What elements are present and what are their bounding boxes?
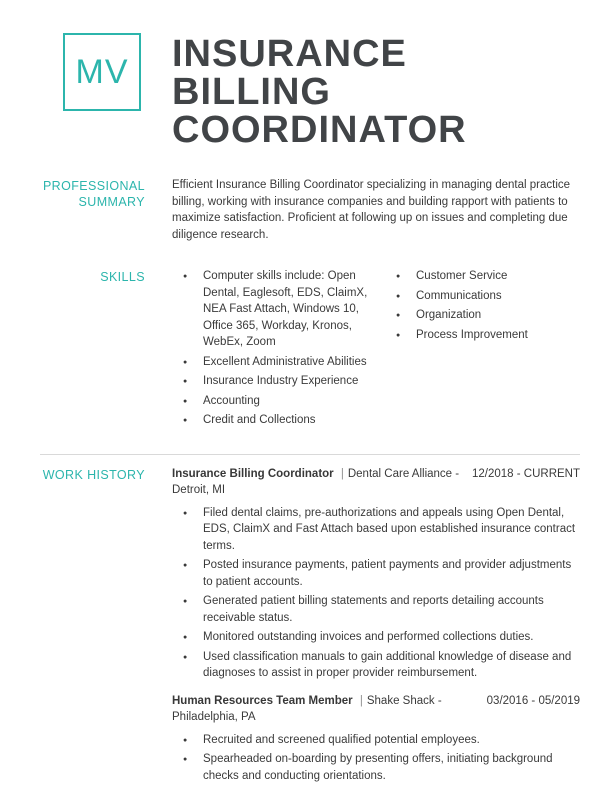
job-bullet-text: Generated patient billing statements and reports detailing accounts receivable status. <box>203 595 544 624</box>
job-bullet-list <box>172 732 580 785</box>
skill-text: Computer skills include: Open Dental, Eaglesoft, EDS, ClaimX, NEA Fast Attach, Windows 10, Office 365, Workday, Kronos, WebEx, Zoom <box>203 270 367 348</box>
section-skills <box>0 268 616 432</box>
job-title-line <box>172 693 472 726</box>
skill-item <box>385 268 580 285</box>
job-bullet <box>172 557 580 590</box>
job-bullet <box>172 751 580 784</box>
job-bullet-text: Spearheaded on-boarding by presenting offers, initiating background checks and conducting orientations. <box>203 753 553 782</box>
job-dates: 12/2018 - CURRENT <box>472 466 580 483</box>
skill-text: Credit and Collections <box>203 414 316 426</box>
job-bullet <box>172 649 580 682</box>
skill-item <box>172 373 385 390</box>
monogram-text: MV <box>76 53 129 92</box>
job-company: Shake Shack - Philadelphia, PA <box>172 695 442 724</box>
section-label-work-history: WORK HISTORY <box>40 466 145 787</box>
summary-text: Efficient Insurance Billing Coordinator specializing in managing dental practice billing, working with insurance companies and building rapport with patients to maximize satisfaction. Proficient at following up on issues and completing due diligence research. <box>172 177 580 243</box>
section-divider <box>40 454 580 455</box>
resume-header <box>0 0 616 149</box>
skills-content <box>172 268 580 432</box>
monogram-box <box>63 33 141 111</box>
job-company: Dental Care Alliance - Detroit, MI <box>172 468 459 497</box>
skill-item <box>172 393 385 410</box>
job-bullet-text: Used classification manuals to gain additional knowledge of disease and diagnoses to assist in proper provider reimbursement. <box>203 651 571 680</box>
job-bullet-text: Recruited and screened qualified potential employees. <box>203 734 480 746</box>
skill-item <box>385 288 580 305</box>
job-bullet <box>172 732 580 749</box>
job-separator: | <box>356 695 367 707</box>
skill-text: Insurance Industry Experience <box>203 375 358 387</box>
job-bullet <box>172 629 580 646</box>
job-dates: 03/2016 - 05/2019 <box>487 693 580 710</box>
job-header <box>172 693 580 726</box>
skill-item <box>172 354 385 371</box>
skills-list-right <box>385 268 580 432</box>
skill-text: Customer Service <box>416 270 507 282</box>
job-title-line <box>172 466 472 499</box>
job-separator: | <box>337 468 348 480</box>
skill-text: Organization <box>416 309 481 321</box>
section-label-summary: PROFESSIONAL SUMMARY <box>40 177 145 243</box>
section-work-history <box>0 466 616 787</box>
job-bullet <box>172 505 580 555</box>
work-history-content <box>172 466 580 787</box>
job-bullet <box>172 593 580 626</box>
job-bullet-text: Filed dental claims, pre-authorizations and appeals using Open Dental, EDS, ClaimX and Fast Attach based upon established insurance contract terms. <box>203 507 575 552</box>
skill-text: Excellent Administrative Abilities <box>203 356 367 368</box>
job-bullet-text: Monitored outstanding invoices and performed collections duties. <box>203 631 534 643</box>
skill-text: Communications <box>416 290 502 302</box>
job-title: Insurance Billing Coordinator <box>172 468 334 480</box>
job-entry <box>172 693 580 785</box>
skill-text: Process Improvement <box>416 329 528 341</box>
section-label-skills: SKILLS <box>40 268 145 432</box>
summary-content <box>172 177 580 243</box>
resume-title: INSURANCE BILLING COORDINATOR <box>172 35 517 149</box>
skills-list-left <box>172 268 385 432</box>
skill-item <box>385 327 580 344</box>
job-bullet-list <box>172 505 580 682</box>
skill-text: Accounting <box>203 395 260 407</box>
skill-item <box>385 307 580 324</box>
skill-item <box>172 268 385 351</box>
job-header <box>172 466 580 499</box>
skill-item <box>172 412 385 429</box>
job-title: Human Resources Team Member <box>172 695 353 707</box>
section-professional-summary <box>0 177 616 243</box>
job-entry <box>172 466 580 682</box>
job-bullet-text: Posted insurance payments, patient payments and provider adjustments to patient accounts. <box>203 559 571 588</box>
